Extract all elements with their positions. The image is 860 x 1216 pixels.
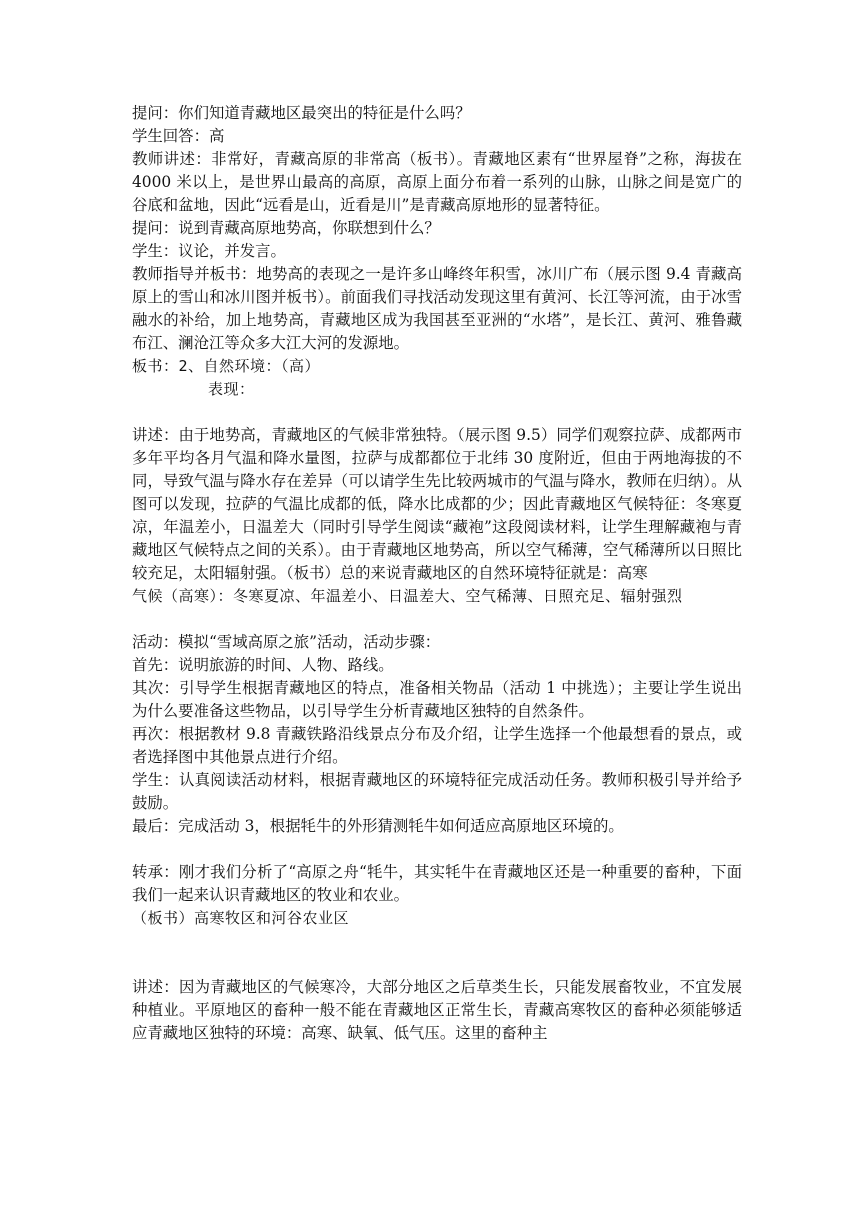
paragraph-question-1: 提问：你们知道青藏地区最突出的特征是什么吗？ <box>132 104 471 122</box>
document-page <box>132 102 742 1045</box>
paragraph-transition: 转承：刚才我们分析了“高原之舟“牦牛，其实牦牛在青藏地区还是一种重要的畜种，下面我们一起来认识青藏地区的牧业和农业。 <box>132 863 742 904</box>
paragraph-step-first: 首先：说明旅游的时间、人物、路线。 <box>132 656 394 674</box>
paragraph-activity: 活动：模拟“雪域高原之旅”活动，活动步骤： <box>132 633 441 651</box>
paragraph-teacher-guide: 教师指导并板书：地势高的表现之一是许多山峰终年积雪，冰川广布（展示图 9.4 青藏高原上的雪山和冰川图并板书）。前面我们寻找活动发现这里有黄河、长江等河流，由于冰雪融水的补给，加上地势高，青藏地区成为我国甚至亚洲的“水塔”，是长江、黄河、雅鲁藏布江、澜沧江等众多大江大河的发源地。 <box>132 265 742 352</box>
spacer <box>132 608 742 631</box>
paragraph-student-discuss: 学生：议论，并发言。 <box>132 242 286 260</box>
paragraph-step-last: 最后：完成活动 3，根据牦牛的外形猜测牦牛如何适应高原地区环境的。 <box>132 817 624 835</box>
board-note-environment: 板书：2、自然环境：（高） <box>132 357 321 375</box>
paragraph-step-second: 其次：引导学生根据青藏地区的特点，准备相关物品（活动 1 中挑选）；主要让学生说出为什么要准备这些物品，以引导学生分析青藏地区独特的自然条件。 <box>132 679 742 720</box>
board-note-climate: 气候（高寒）：冬寒夏凉、年温差小、日温差大、空气稀薄、日照充足、辐射强烈 <box>132 587 683 605</box>
paragraph-teacher-explain: 教师讲述：非常好，青藏高原的非常高（板书）。青藏地区素有“世界屋脊”之称，海拔在 4000 米以上，是世界山最高的高原，高原上面分布着一系列的山脉，山脉之间是宽广的谷底和盆地，因此“远看是山，近看是川”是青藏高原地形的显著特征。 <box>132 150 742 214</box>
paragraph-step-third: 再次：根据教材 9.8 青藏铁路沿线景点分布及介绍，让学生选择一个他最想看的景点，或者选择图中其他景点进行介绍。 <box>132 725 742 766</box>
paragraph-question-2: 提问：说到青藏高原地势高，你联想到什么？ <box>132 219 440 237</box>
paragraph-student-answer: 学生回答：高 <box>132 127 225 145</box>
spacer <box>132 401 742 424</box>
spacer <box>132 838 742 861</box>
board-note-pastoral: （板书）高寒牧区和河谷农业区 <box>132 909 350 927</box>
paragraph-student-read: 学生：认真阅读活动材料，根据青藏地区的环境特征完成活动任务。教师积极引导并给予鼓励。 <box>132 771 742 812</box>
board-note-performance: 表现： <box>208 380 255 398</box>
paragraph-climate-explain: 讲述：由于地势高，青藏地区的气候非常独特。（展示图 9.5）同学们观察拉萨、成都两市多年平均各月气温和降水量图，拉萨与成都都位于北纬 30 度附近，但由于两地海拔的不同，导致气温与降水存在差异（可以请学生先比较两城市的气温与降水，教师在归纳）。从图可以发现，拉萨的气温比成都的低，降水比成都的少；因此青藏地区气候特征：冬寒夏凉，年温差小，日温差大（同时引导学生阅读“藏袍”这段阅读材料，让学生理解藏袍与青藏地区气候特点之间的关系）。由于青藏地区地势高，所以空气稀薄，空气稀薄所以日照比较充足，太阳辐射强。（板书）总的来说青藏地区的自然环境特征就是：高寒 <box>132 426 742 582</box>
spacer <box>132 930 742 976</box>
paragraph-pastoral-explain: 讲述：因为青藏地区的气候寒冷，大部分地区之后草类生长，只能发展畜牧业，不宜发展种植业。平原地区的畜种一般不能在青藏地区正常生长，青藏高寒牧区的畜种必须能够适应青藏地区独特的环境：高寒、缺氧、低气压。这里的畜种主 <box>132 978 742 1042</box>
